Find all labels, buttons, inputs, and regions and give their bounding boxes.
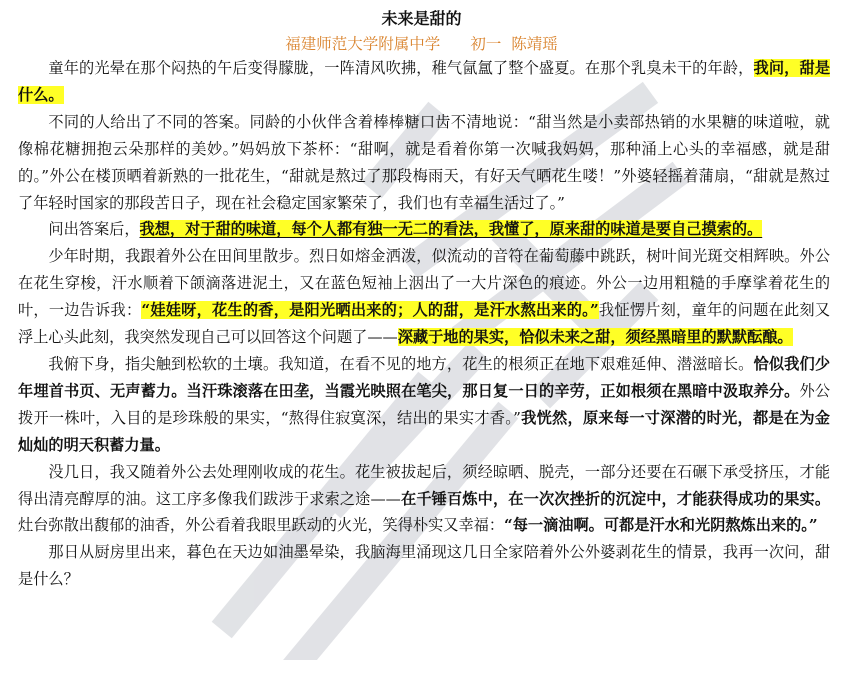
paragraph-text: 没几日，我又随着外公去处理刚收成的花生。花生被拔起后，须经晾晒、脱壳，一部分还要在石碾下承受挤压，才能得出清亮醇厚的油。这工序多像我们跋涉于求索之途—— (18, 462, 830, 508)
bold-text: 恰似我们少年埋首书页、无声蓄力。当汗珠滚落在田垄，当霞光映照在笔尖，那日复一日的辛劳，正如根须在黑暗中汲取养分。 (18, 354, 831, 400)
paragraph-text: 问出答案后， (48, 220, 140, 239)
paragraph-1 (18, 55, 830, 109)
school-name: 福建师范大学附属中学 (285, 35, 441, 53)
bold-quote: “每一滴油啊。可都是汗水和光阴熬炼出来的。” (504, 516, 818, 535)
highlighted-text: 深藏于地的果实，恰似未来之甜，须经黑暗里的默默酝酿。 (397, 328, 793, 347)
paragraph-text: 少年时期，我跟着外公在田间里散步。烈日如熔金洒泼，似流动的音符在葡萄藤中跳跃，树叶间光斑交相辉映。外公在花生穿梭，汗水顺着下颌滴落进泥土，又在蓝色短袖上洇出了一大片深色的痕迹。外公一边用粗糙的手摩挲着花生的叶，一边告诉我： (18, 247, 830, 320)
paragraph-text: 我俯下身，指尖触到松软的土壤。我知道，在看不见的地方，花生的根须正在地下艰难延伸、潜滋暗长。 (48, 354, 754, 373)
paragraph-4 (18, 243, 830, 351)
bold-text: 在千锤百炼中，在一次次挫折的沉淀中，才能获得成功的果实。 (400, 489, 831, 508)
paragraph-3 (18, 216, 830, 243)
paragraph-2 (18, 109, 830, 217)
paragraph-5 (18, 351, 830, 459)
grade-label: 初一 (470, 35, 502, 53)
paragraph-text: 灶台弥散出馥郁的油香，外公看着我眼里跃动的火光，笑得朴实又幸福： (18, 516, 504, 535)
paragraph-text: 外公拨开一株叶，入目的是珍珠般的果实，“熬得住寂寞深，结出的果实才香。” (18, 381, 831, 427)
paragraph-7 (18, 539, 830, 593)
highlighted-text: 我问，甜是什么。 (18, 59, 831, 104)
author-line (0, 32, 843, 54)
paragraph-text: 不同的人给出了不同的答案。同龄的小伙伴含着棒棒糖口齿不清地说：“甜当然是小卖部热销的水果糖的味道啦，就像棉花糖拥抱云朵那样的美妙。”妈妈放下茶杯：“甜啊，就是看着你第一次喊我妈妈，那种涌上心头的幸福感，就是甜的。”外公在楼顶晒着新熟的一批花生，“甜就是熬过了那段梅雨天，有好天气晒花生喽！”外婆轻摇着蒲扇，“甜就是熬过了年轻时国家的那段苦日子，现在社会稳定国家繁荣了，我们也有幸福生活过了。” (18, 112, 830, 212)
bold-text: 我恍然，原来每一寸深潜的时光，都是在为金灿灿的明天积蓄力量。 (18, 408, 830, 454)
highlighted-quote: “娃娃呀，花生的香，是阳光晒出来的；人的甜，是汗水熬出来的。” (141, 301, 599, 320)
paragraph-6 (18, 459, 830, 540)
author-name: 陈靖瑶 (511, 35, 558, 53)
document-title: 未来是甜的 (381, 9, 462, 28)
paragraph-text: 童年的光晕在那个闷热的午后变得朦胧，一阵清风吹拂，稚气氤氲了整个盛夏。在那个乳臭未干的年龄， (48, 59, 754, 77)
essay-body (18, 55, 830, 593)
paragraph-text: 那日从厨房里出来，暮色在天边如油墨晕染，我脑海里涌现这几日全家陪着外公外婆剥花生的情景，我再一次问，甜是什么？ (18, 543, 830, 589)
paragraph-text: 我怔愣片刻，童年的问题在此刻又浮上心头此刻，我突然发现自己可以回答这个问题了—— (18, 301, 831, 347)
highlighted-text: 我想，对于甜的味道，每个人都有独一无二的看法，我懂了，原来甜的味道是要自己摸索的。 (139, 220, 763, 239)
